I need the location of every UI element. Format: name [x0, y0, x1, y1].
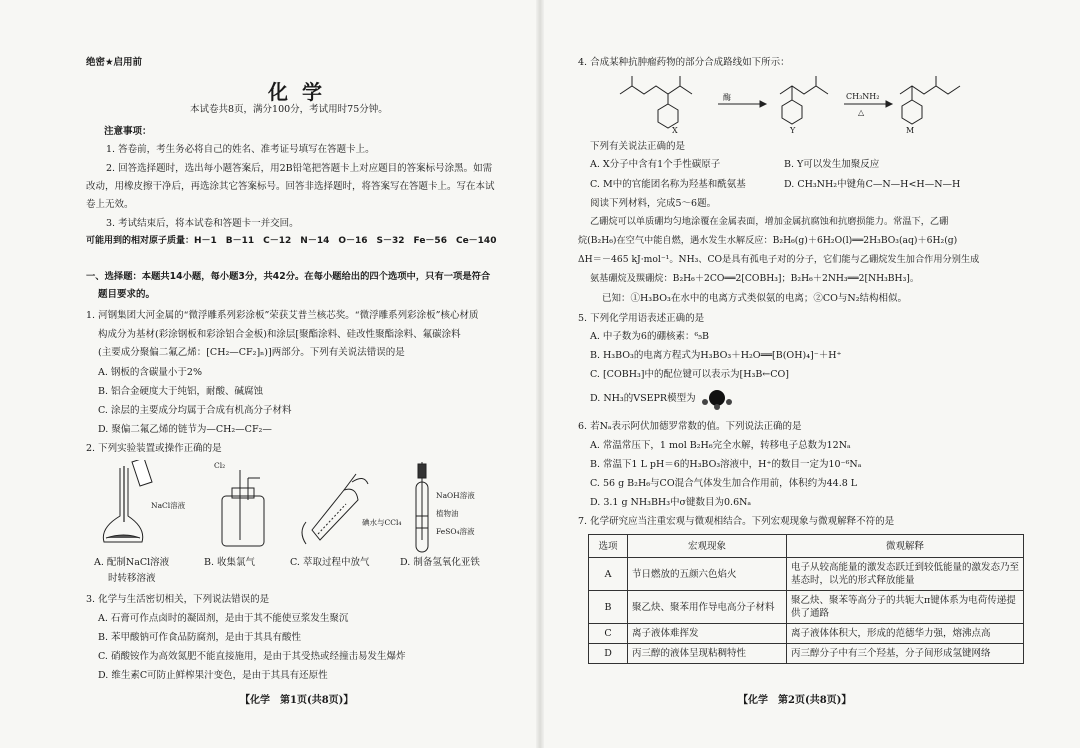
separatory-funnel-icon: [302, 474, 368, 544]
q2-label-feso4: FeSO₄溶液: [436, 527, 475, 536]
reaction-arrows: [718, 101, 892, 107]
q4-reaction-scheme: [600, 70, 1040, 140]
volumetric-flask-icon: [103, 460, 152, 542]
table-row: [589, 591, 1024, 624]
q7-header-micro: 微观解释: [787, 535, 1024, 558]
notice-2b: 改动，用橡皮擦干净后，再选涂其它答案标号。回答非选择题时，将答案写在答题卡上。写在本试: [86, 181, 495, 192]
q2-stem: 2. 下列实验装置或操作正确的是: [86, 443, 222, 454]
q7-header-macro: 宏观现象: [628, 535, 787, 558]
q7-row-d-macro: 丙三醇的液体呈现粘稠特性: [628, 644, 787, 664]
q3-option-b: B. 苯甲酸钠可作食品防腐剂，是由于其具有酸性: [98, 632, 302, 643]
q5-stem: 5. 下列化学用语表述正确的是: [578, 313, 705, 324]
section-1-heading: 一、选择题：本题共14小题，每小题3分，共42分。在每小题给出的四个选项中，只有一项是符合: [86, 271, 491, 282]
material-line-5: 已知：①H₃BO₃在水中的电离方式类似氨的电离；②CO与N₂结构相似。: [602, 293, 908, 304]
notice-heading: 注意事项：: [104, 126, 152, 137]
material-line-4: 氨基硼烷及羰硼烷：B₂H₆＋2CO══2[COBH₃]；B₂H₆＋2NH₃══2[NH₃BH₃]。: [590, 273, 920, 284]
q7-row-b-option: B: [589, 591, 628, 624]
q7-row-d-micro: 丙三醇分子中有三个羟基，分子间形成氢键网络: [787, 644, 1024, 664]
q7-row-c-micro: 离子液体体积大，形成的范德华力强，熔沸点高: [787, 624, 1024, 644]
atomic-masses: 可能用到的相对原子质量：H－1 B－11 C－12 N－14 O－16 S－32 Fe－56 Ce－140: [86, 236, 497, 246]
notice-2a: 2. 回答选择题时，选出每小题答案后，用2B铅笔把答题卡上对应题目的答案标号涂黑。如需: [106, 163, 493, 174]
arrow2-bottom-label: △: [858, 108, 865, 117]
page-1-footer: 【化学 第1页(共8页)】: [240, 695, 354, 706]
q7-stem: 7. 化学研究应当注重宏观与微观相结合。下列宏观现象与微观解释不符的是: [578, 516, 895, 527]
q7-row-a-micro: 电子从较高能量的激发态跃迁到较低能量的激发态乃至基态时，以光的形式释放能量: [787, 558, 1024, 591]
q4-option-b: B. Y可以发生加聚反应: [784, 159, 880, 170]
molecule-m-structure: [900, 76, 960, 124]
q5-option-c: C. [COBH₃]中的配位键可以表示为[H₃B←CO]: [590, 369, 790, 380]
notice-3: 3. 考试结束后，将本试卷和答题卡一并交回。: [106, 218, 299, 229]
q7-header-option: 选项: [589, 535, 628, 558]
table-row: [589, 558, 1024, 591]
q5-option-d: D. NH₃的VSEPR模型为: [590, 393, 696, 404]
q1-option-a: A. 钢板的含碳量小于2%: [98, 367, 202, 378]
q6-stem: 6. 若Nₐ表示阿伏加德罗常数的值。下列说法正确的是: [578, 421, 802, 432]
q6-option-c: C. 56 g B₂H₆与CO混合气体发生加合作用前，体积约为44.8 L: [590, 478, 858, 489]
q3-stem: 3. 化学与生活密切相关，下列说法错误的是: [86, 594, 270, 605]
q2-label-nacl: NaCl溶液: [151, 501, 186, 510]
q2-label-iodine: 碘水与CCl₄: [362, 518, 402, 527]
q2-caption-d: D. 制备氢氧化亚铁: [400, 557, 480, 568]
material-line-3: ΔH＝－465 kJ·mol⁻¹。NH₃、CO是具有孤电子对的分子，它们能与乙硼烷发生加合作用分别生成: [578, 254, 980, 265]
q1-polymer-formula: [CH₂—CF₂]ₙ: [206, 347, 265, 358]
page-title: 化学: [268, 80, 336, 104]
arrow1-label: 酶: [723, 93, 731, 102]
q7-row-a-macro: 节日燃放的五颜六色焰火: [628, 558, 787, 591]
q7-table: [588, 534, 1024, 664]
q3-option-d: D. 维生素C可防止鲜榨果汁变色，是由于其具有还原性: [98, 670, 328, 681]
gas-bottle-icon: [222, 470, 264, 546]
q1-option-b: B. 铝合金硬度大于纯铝，耐酸、碱腐蚀: [98, 386, 264, 397]
q2-label-oil: 植物油: [436, 509, 459, 518]
q2-caption-a1: A. 配制NaCl溶液: [94, 557, 170, 568]
q1-stem-d-text: )]两部分。下列有关说法错误的是: [264, 347, 405, 358]
q2-caption-c: C. 萃取过程中放气: [290, 557, 370, 568]
test-tube-icon: [416, 462, 428, 552]
q1-stem-c-text: (主要成分聚偏二氟乙烯：: [98, 347, 207, 358]
page-2-footer: 【化学 第2页(共8页)】: [738, 695, 852, 706]
q2-caption-a2: 时转移溶液: [108, 573, 156, 584]
q7-table-header: [589, 535, 1024, 558]
q7-row-c-macro: 离子液体难挥发: [628, 624, 787, 644]
q6-option-b: B. 常温下1 L pH＝6的H₃BO₃溶液中，H⁺的数目一定为10⁻⁶Nₐ: [590, 459, 862, 470]
q3-option-a: A. 石膏可作点卤时的凝固剂，是由于其不能使豆浆发生聚沉: [98, 613, 349, 624]
confidential-label: 绝密★启用前: [86, 57, 143, 68]
q1-stem-c: [98, 346, 405, 359]
molecule-x-structure: [620, 76, 692, 128]
molecule-y-structure: [780, 76, 828, 124]
table-row: [589, 624, 1024, 644]
q1-option-d: D. 聚偏二氟乙烯的链节为—CH₂—CF₂—: [98, 424, 272, 435]
q7-row-d-option: D: [589, 644, 628, 664]
q4-option-d: D. CH₃NH₂中键角C—N—H<H—N—H: [784, 179, 961, 190]
q4-option-c: C. M中的官能团名称为羟基和酰氨基: [590, 179, 746, 190]
q5-option-b: B. H₃BO₃的电离方程式为H₃BO₃＋H₂O══[B(OH)₄]⁻＋H⁺: [590, 350, 842, 361]
q3-option-c: C. 硝酸铵作为高效氮肥不能直接施用，是由于其受热或经撞击易发生爆炸: [98, 651, 406, 662]
q7-row-b-micro: 聚乙炔、聚苯等高分子的共轭大π键体系为电荷传递提供了通路: [787, 591, 1024, 624]
q1-option-c: C. 涂层的主要成分均属于合成有机高分子材料: [98, 405, 292, 416]
q4-option-a: A. X分子中含有1个手性碳原子: [590, 159, 721, 170]
table-row: [589, 644, 1024, 664]
vsepr-model-icon: [700, 386, 734, 410]
q7-row-b-macro: 聚乙炔、聚苯用作导电高分子材料: [628, 591, 787, 624]
label-m: M: [906, 126, 915, 135]
q4-stem: 4. 合成某种抗肿瘤药物的部分合成路线如下所示：: [578, 57, 790, 68]
material-line-2: 烷(B₂H₆)在空气中能自燃，遇水发生水解反应：B₂H₆(g)＋6H₂O(l)══2H₃BO₃(aq)＋6H₂(g): [578, 235, 958, 246]
q2-label-naoh: NaOH溶液: [436, 491, 475, 500]
q7-row-c-option: C: [589, 624, 628, 644]
q2-label-cl2: Cl₂: [214, 461, 226, 470]
q1-stem-a: 1. 河钢集团大河金属的“微浮雕系列彩涂板”荣获艾普兰核芯奖。“微浮雕系列彩涂板”核心材质: [86, 310, 479, 321]
q2-caption-b: B. 收集氯气: [204, 557, 256, 568]
notice-2c: 卷上无效。: [86, 199, 134, 210]
reading-intro: 阅读下列材料，完成5～6题。: [590, 198, 717, 209]
arrow2-top-label: CH₃NH₂: [846, 92, 880, 101]
q1-stem-b: 构成分为基材(彩涂钢板和彩涂铝合金板)和涂层[聚酯涂料、硅改性聚酯涂料、氟碳涂料: [98, 329, 461, 340]
q5-option-a: A. 中子数为6的硼核素：⁶₅B: [590, 331, 710, 342]
label-y: Y: [790, 126, 796, 135]
label-x: X: [672, 126, 678, 135]
exam-intro: 本试卷共8页，满分100分，考试用时75分钟。: [190, 104, 388, 115]
q4-question: 下列有关说法正确的是: [590, 141, 686, 152]
section-1-heading-cont: 题目要求的。: [98, 289, 156, 300]
material-line-1: 乙硼烷可以单质硼均匀地涂覆在金属表面，增加金属抗腐蚀和抗磨损能力。常温下，乙硼: [590, 216, 949, 227]
q7-row-a-option: A: [589, 558, 628, 591]
notice-1: 1. 答卷前，考生务必将自己的姓名、准考证号填写在答题卡上。: [106, 144, 375, 155]
q6-option-a: A. 常温常压下，1 mol B₂H₆完全水解，转移电子总数为12Nₐ: [590, 440, 851, 451]
q6-option-d: D. 3.1 g NH₃BH₃中σ键数目为0.6Nₐ: [590, 497, 752, 508]
